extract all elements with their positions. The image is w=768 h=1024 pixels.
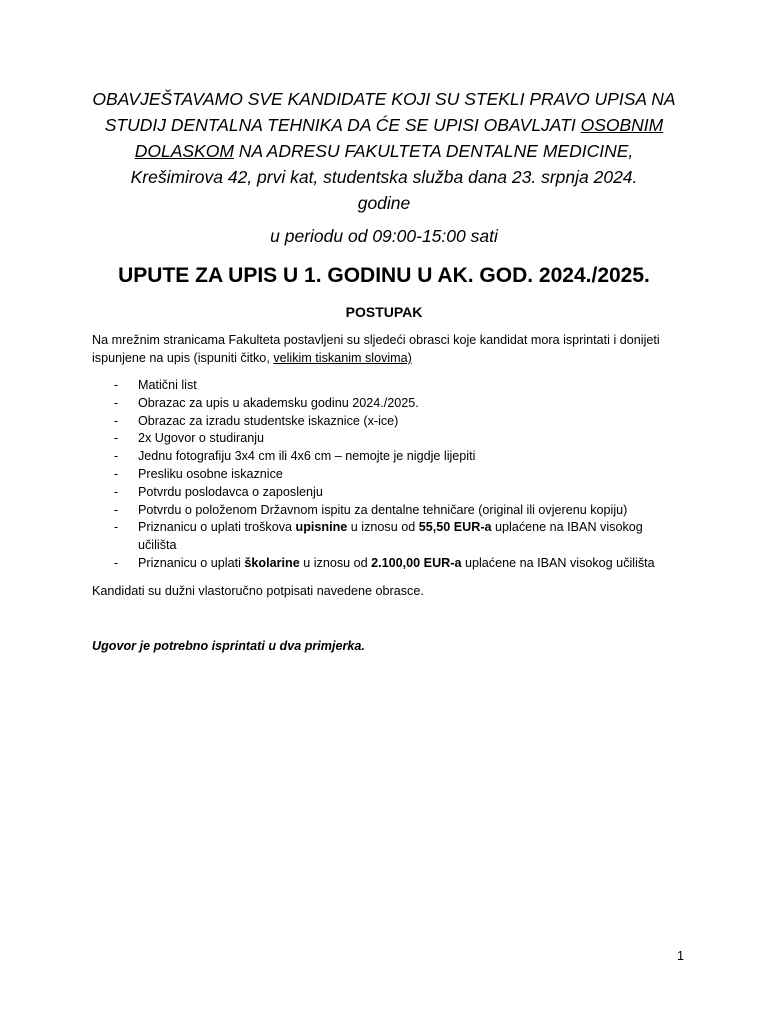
bullet-dash: -	[114, 466, 119, 481]
list-item	[92, 395, 682, 413]
list-item	[92, 502, 682, 520]
intro-underlined-text: velikim tiskanim slovima)	[273, 351, 412, 365]
list-item	[92, 413, 682, 431]
list-item	[92, 448, 682, 466]
bullet-dash: -	[114, 555, 119, 570]
notice-line-3	[90, 138, 678, 164]
notice-line-2	[90, 112, 678, 138]
list-item-text: Matični list	[138, 378, 197, 392]
section-title: POSTUPAK	[345, 304, 423, 320]
list-item-text: Potvrdu o položenom Državnom ispitu za dentalne tehničare (original ili ovjerenu kopiju)	[138, 502, 628, 517]
list-item	[92, 466, 682, 484]
list-item-text: Jednu fotografiju 3x4 cm ili 4x6 cm – nemojte je nigdje lijepiti	[138, 449, 476, 464]
fee-text-3: uplaćene na IBAN visokog učilišta	[138, 520, 643, 553]
list-item-tuition-fee	[92, 555, 682, 573]
page-number: 1	[676, 949, 684, 963]
bullet-dash: -	[114, 378, 119, 392]
bullet-dash: -	[114, 484, 119, 499]
tuition-amount: 2.100,00 EUR-a	[371, 555, 462, 570]
tuition-text-3: uplaćene na IBAN visokog učilišta	[461, 555, 655, 570]
bullet-dash: -	[114, 520, 119, 535]
notice-line-1: OBAVJEŠTAVAMO SVE KANDIDATE KOJI SU STEKLI PRAVO UPISA NA	[92, 89, 676, 109]
list-item	[92, 484, 682, 502]
page-title: UPUTE ZA UPIS U 1. GODINU U AK. GOD. 2024./2025.	[118, 264, 650, 287]
fee-text-2: u iznosu od	[347, 520, 419, 535]
bullet-dash: -	[114, 449, 119, 464]
notice-line-3-text: NA ADRESU FAKULTETA DENTALNE MEDICINE,	[233, 141, 634, 161]
tuition-name: školarine	[244, 555, 300, 570]
fee-text-1: Priznanicu o uplati troškova	[138, 520, 296, 535]
intro-text: Na mrežnim stranicama Fakulteta postavljeni su sljedeći obrasci koje kandidat mora isprintati i donijeti ispunjene na upis (ispuniti čitko,	[92, 333, 660, 365]
fee-amount: 55,50 EUR-a	[418, 520, 492, 535]
notice-line-2-text: STUDIJ DENTALNA TEHNIKA DA ĆE SE UPISI OBAVLJATI	[104, 115, 581, 135]
list-item-text: Obrazac za upis u akademsku godinu 2024./2025.	[138, 395, 419, 410]
enrollment-period: u periodu od 09:00-15:00 sati	[270, 226, 498, 246]
bullet-dash: -	[114, 413, 119, 428]
list-item-enrollment-fee	[92, 519, 682, 555]
list-item-text: Presliku osobne iskaznice	[138, 466, 283, 481]
bullet-dash: -	[114, 431, 119, 446]
notice-line-5: godine	[357, 193, 411, 213]
list-item	[92, 377, 682, 395]
required-documents-list	[92, 377, 682, 573]
fee-name: upisnine	[295, 520, 348, 535]
list-item-text: Obrazac za izradu studentske iskaznice (x-ice)	[138, 413, 399, 428]
tuition-text-1: Priznanicu o uplati	[138, 555, 245, 570]
notice-underlined-osobnim: OSOBNIM	[580, 115, 664, 135]
intro-paragraph	[92, 331, 682, 367]
bullet-dash: -	[114, 502, 119, 517]
tuition-text-2: u iznosu od	[299, 555, 372, 570]
list-item-text: Potvrdu poslodavca o zaposlenju	[138, 484, 323, 499]
list-item-text: 2x Ugovor o studiranju	[138, 431, 265, 446]
notice-underlined-dolaskom: DOLASKOM	[134, 141, 234, 161]
bullet-dash: -	[114, 395, 119, 410]
signature-instruction: Kandidati su dužni vlastoručno potpisati navedene obrasce.	[92, 584, 424, 598]
notice-line-4: Krešimirova 42, prvi kat, studentska služba dana 23. srpnja 2024.	[130, 167, 638, 187]
enrollment-notice	[90, 86, 678, 216]
list-item	[92, 430, 682, 448]
contract-copies-note: Ugovor je potrebno isprintati u dva primjerka.	[92, 639, 365, 653]
